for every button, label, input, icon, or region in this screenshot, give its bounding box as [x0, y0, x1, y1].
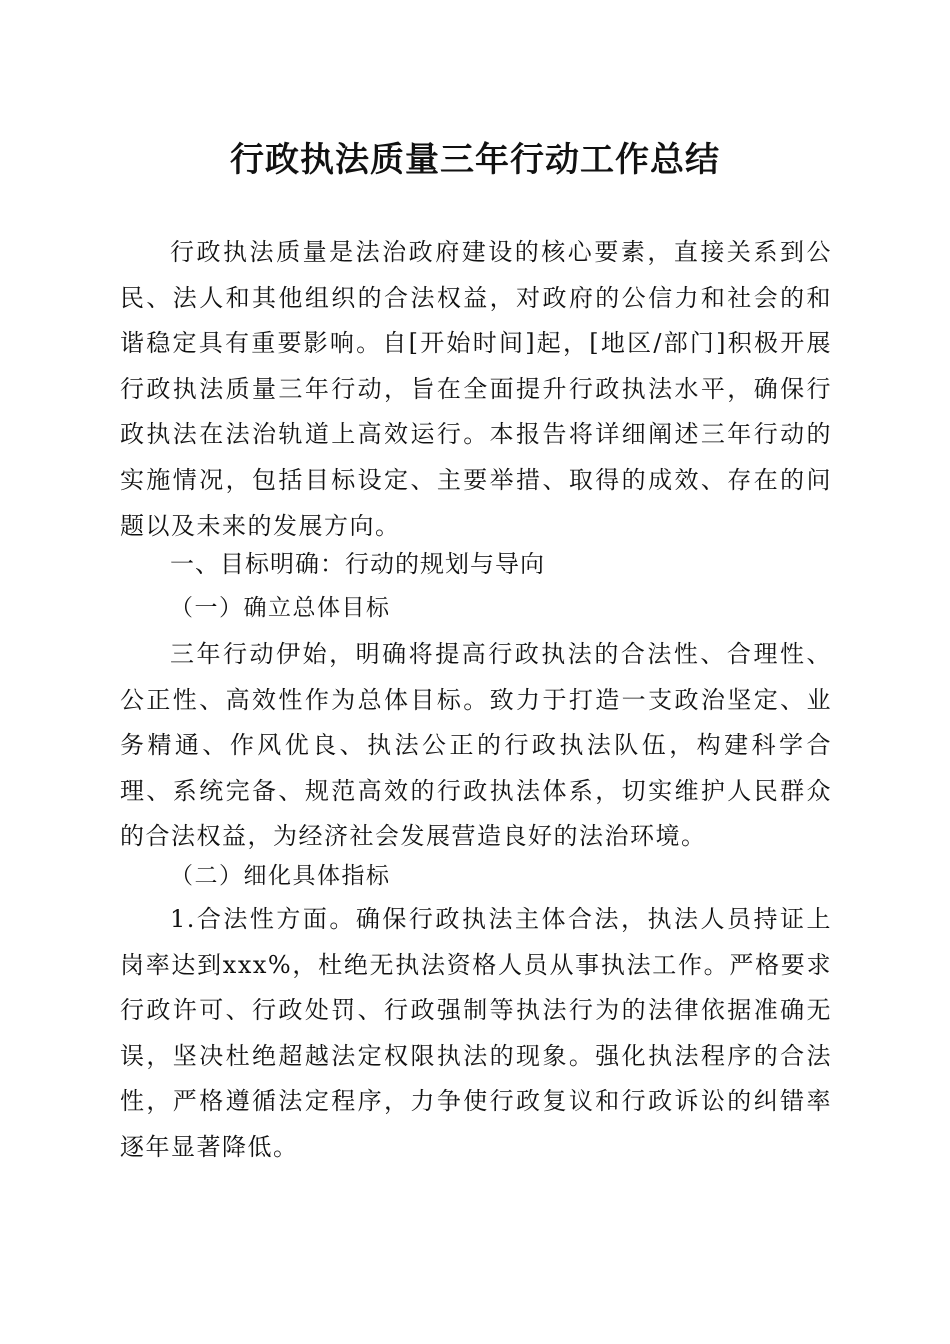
intro-paragraph: 行政执法质量是法治政府建设的核心要素，直接关系到公民、法人和其他组织的合法权益，对政府的公信力和社会的和谐稳定具有重要影响。自[开始时间]起，[地区/部门]积极开展行政执法质量三年行动，旨在全面提升行政执法水平，确保行政执法在法治轨道上高效运行。本报告将详细阐述三年行动的实施情况，包括目标设定、主要举措、取得的成效、存在的问题以及未来的发展方向。	[120, 238, 832, 540]
document-title: 行政执法质量三年行动工作总结	[230, 140, 720, 180]
subsection-heading: （一）确立总体目标	[170, 595, 391, 621]
subsection-paragraph: 1.合法性方面。确保行政执法主体合法，执法人员持证上岗率达到xxx%，杜绝无执法资格人员从事执法工作。严格要求行政许可、行政处罚、行政强制等执法行为的法律依据准确无误，坚决杜绝超越法定权限执法的现象。强化执法程序的合法性，严格遵循法定程序，力争使行政复议和行政诉讼的纠错率逐年显著降低。	[120, 905, 832, 1161]
section-heading: 一、目标明确：行动的规划与导向	[170, 550, 545, 578]
subsection-paragraph: 三年行动伊始，明确将提高行政执法的合法性、合理性、公正性、高效性作为总体目标。致力于打造一支政治坚定、业务精通、作风优良、执法公正的行政执法队伍，构建科学合理、系统完备、规范高效的行政执法体系，切实维护人民群众的合法权益，为经济社会发展营造良好的法治环境。	[120, 640, 832, 851]
subsection-heading: （二）细化具体指标	[170, 863, 391, 889]
